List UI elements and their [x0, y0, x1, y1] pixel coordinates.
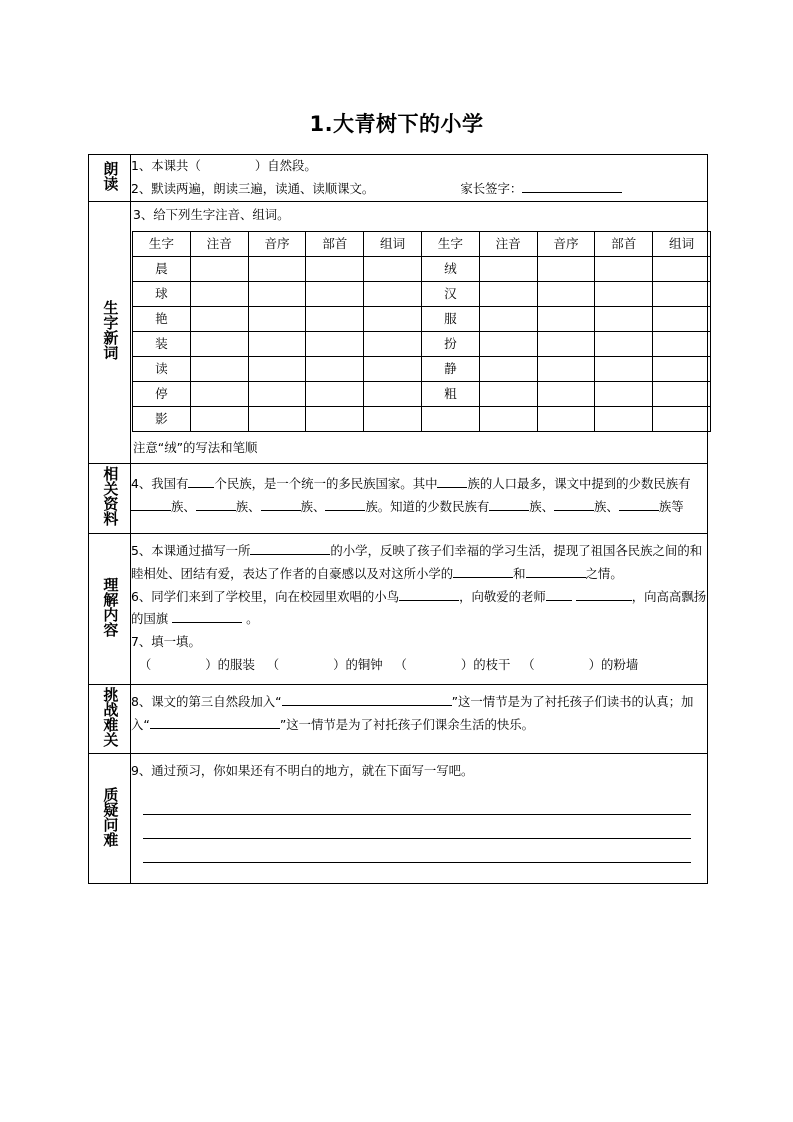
pinyin-cell[interactable] [479, 406, 537, 431]
alpha-order-cell[interactable] [537, 356, 595, 381]
character-cell: 汉 [421, 281, 479, 306]
section-body-reading [131, 155, 708, 202]
character-cell: 装 [133, 331, 191, 356]
col-header-radical-2: 部首 [595, 231, 653, 256]
question-5 [131, 540, 707, 586]
alpha-order-cell[interactable] [248, 381, 306, 406]
question-8-part-1: 课文的第三自然段加入“ [151, 694, 282, 710]
open-paren: （ [138, 657, 152, 673]
section-body-new-characters [131, 201, 708, 463]
character-cell: 停 [133, 381, 191, 406]
question-6-part-3: ，向高高飘扬的国旗 [131, 588, 707, 627]
word-cell[interactable] [364, 356, 422, 381]
table-row-related-material [89, 463, 708, 533]
col-header-pinyin-1: 注音 [190, 231, 248, 256]
worksheet-table-wrap [88, 154, 708, 884]
section-label-new-characters [89, 201, 131, 463]
table-row-new-characters [89, 201, 708, 463]
radical-cell[interactable] [595, 381, 653, 406]
question-9-number: 9、 [131, 763, 152, 779]
col-header-word-2: 组词 [653, 231, 711, 256]
word-cell[interactable] [364, 256, 422, 281]
question-5-part-3: 和 [513, 565, 526, 581]
question-7-label-3: ）的枝干 [460, 657, 511, 673]
radical-cell[interactable] [306, 381, 364, 406]
character-note: 注意“绒”的写法和笔顺 [133, 439, 258, 455]
pinyin-cell[interactable] [190, 381, 248, 406]
question-4-blank-7[interactable] [489, 498, 529, 511]
question-6-blank-2b[interactable] [576, 587, 632, 600]
table-row-challenge [89, 685, 708, 754]
question-7-label-1: ）的服装 [205, 657, 255, 673]
pinyin-cell[interactable] [479, 356, 537, 381]
radical-cell[interactable] [306, 406, 364, 431]
question-5-part-2: 的小学，反映了孩子们幸福的学习生活，提现了祖国各民族之间的和睦相处、团结有爱，表达了作者的自豪感以及对这所小学的 [131, 542, 703, 581]
question-6-blank-1[interactable] [399, 587, 459, 600]
alpha-order-cell[interactable] [248, 356, 306, 381]
radical-cell[interactable] [595, 331, 653, 356]
question-8-blank-2[interactable] [150, 716, 280, 729]
col-header-character-2: 生字 [421, 231, 479, 256]
radical-cell[interactable] [306, 256, 364, 281]
question-7-item-1 [131, 654, 255, 677]
question-8-part-3: ”这一情节是为了衬托孩子们课余生活的快乐。 [279, 717, 535, 733]
pinyin-cell[interactable] [479, 381, 537, 406]
radical-cell[interactable] [306, 306, 364, 331]
parent-signature-group [460, 178, 622, 201]
question-4 [131, 473, 707, 519]
question-6-number: 6、 [131, 588, 152, 604]
pinyin-cell[interactable] [190, 306, 248, 331]
character-cell [421, 406, 479, 431]
question-4-part-6: 族、 [300, 498, 326, 514]
word-cell[interactable] [653, 356, 711, 381]
word-cell[interactable] [653, 306, 711, 331]
table-row-questions [89, 754, 708, 884]
question-7-label-2: ）的铜钟 [333, 657, 383, 673]
character-cell: 艳 [133, 306, 191, 331]
radical-cell[interactable] [595, 306, 653, 331]
answer-line-2[interactable] [143, 815, 691, 839]
section-label-text: 挑战难关 [101, 687, 120, 748]
radical-cell[interactable] [595, 256, 653, 281]
character-practice-table [132, 231, 711, 432]
question-4-number: 4、 [131, 475, 152, 491]
question-6-part-4: 。 [246, 611, 259, 627]
radical-cell[interactable] [306, 331, 364, 356]
word-cell[interactable] [364, 306, 422, 331]
pinyin-cell[interactable] [479, 256, 537, 281]
pinyin-cell[interactable] [190, 256, 248, 281]
radical-cell[interactable] [306, 356, 364, 381]
col-header-pinyin-2: 注音 [479, 231, 537, 256]
character-cell: 绒 [421, 256, 479, 281]
table-row-comprehension [89, 533, 708, 685]
section-label-challenge [89, 685, 131, 754]
open-paren: （ [394, 657, 407, 673]
character-table-header-row [133, 231, 711, 256]
question-4-part-7: 族。知道的少数民族有 [365, 498, 490, 514]
question-6-part-1: 同学们来到了学校里，向在校园里欢唱的小鸟 [151, 588, 400, 604]
character-cell: 读 [133, 356, 191, 381]
answer-line-3[interactable] [143, 839, 691, 863]
word-cell[interactable] [364, 381, 422, 406]
question-6-part-2: ，向敬爱的老师 [459, 588, 546, 604]
word-cell[interactable] [364, 281, 422, 306]
question-4-blank-8[interactable] [554, 498, 594, 511]
question-6 [131, 586, 707, 632]
section-label-related-material [89, 463, 131, 533]
question-7-number: 7、 [131, 634, 152, 650]
character-cell: 晨 [133, 256, 191, 281]
page-title: 1.大青树下的小学 [309, 112, 484, 136]
character-cell: 扮 [421, 331, 479, 356]
character-cell: 服 [421, 306, 479, 331]
question-2-number: 2、 [131, 180, 152, 196]
question-1-number: 1、 [131, 158, 152, 173]
table-row-reading [89, 155, 708, 202]
question-7-item-3 [387, 654, 511, 677]
question-4-part-10: 族等 [658, 498, 684, 514]
question-5-blank-2[interactable] [453, 565, 513, 578]
worksheet-table [88, 154, 708, 884]
alpha-order-cell[interactable] [248, 406, 306, 431]
question-7-text: 填一填。 [151, 634, 201, 650]
question-1 [131, 155, 707, 178]
question-8 [131, 691, 707, 737]
section-label-text: 相关资料 [101, 466, 120, 527]
alpha-order-cell[interactable] [248, 331, 306, 356]
col-header-radical-1: 部首 [306, 231, 364, 256]
question-4-part-4: 族、 [171, 498, 196, 514]
question-4-blank-4[interactable] [196, 498, 236, 511]
question-9 [131, 760, 707, 783]
question-4-part-1: 我国有 [151, 475, 189, 491]
radical-cell[interactable] [306, 281, 364, 306]
parent-signature-label: 家长签字： [460, 180, 523, 196]
question-7-label-4: ）的粉墙 [588, 657, 639, 673]
parent-signature-blank[interactable] [522, 180, 622, 193]
question-4-part-8: 族、 [529, 498, 555, 514]
alpha-order-cell[interactable] [248, 306, 306, 331]
section-label-text: 理解内容 [101, 576, 120, 637]
radical-cell[interactable] [595, 281, 653, 306]
section-label-comprehension [89, 533, 131, 685]
question-3-intro: 3、给下列生字注音、组词。 [133, 206, 290, 222]
col-header-character-1: 生字 [133, 231, 191, 256]
table-row [133, 381, 711, 406]
question-2-text: 默读两遍，朗读三遍，读通、读顺课文。 [151, 180, 375, 196]
table-row [133, 356, 711, 381]
question-7-item-4 [514, 654, 638, 677]
alpha-order-cell[interactable] [537, 381, 595, 406]
section-body-related-material [131, 463, 708, 533]
question-4-blank-5[interactable] [261, 498, 301, 511]
section-body-questions [131, 754, 708, 884]
pinyin-cell[interactable] [190, 356, 248, 381]
table-row [133, 306, 711, 331]
word-cell[interactable] [653, 331, 711, 356]
section-label-reading [89, 155, 131, 202]
section-label-text: 生字新词 [101, 300, 120, 361]
question-8-number: 8、 [131, 694, 152, 710]
word-cell[interactable] [653, 256, 711, 281]
question-4-part-3: 族的人口最多，课文中提到的少数民族有 [467, 475, 691, 491]
col-header-alpha-order-1: 音序 [248, 231, 306, 256]
word-cell[interactable] [364, 406, 422, 431]
question-4-blank-6[interactable] [325, 498, 365, 511]
question-7-item-2 [259, 654, 383, 677]
pinyin-cell[interactable] [190, 331, 248, 356]
question-4-blank-2[interactable] [437, 475, 467, 488]
pinyin-cell[interactable] [190, 406, 248, 431]
question-5-number: 5、 [131, 542, 152, 558]
table-row [133, 406, 711, 431]
alpha-order-cell[interactable] [537, 281, 595, 306]
question-8-blank-1[interactable] [282, 693, 452, 706]
question-4-part-9: 族、 [594, 498, 619, 514]
radical-cell[interactable] [595, 356, 653, 381]
question-1-text-before: 本课共（ [151, 158, 201, 173]
question-5-part-4: 之情。 [585, 565, 623, 581]
pinyin-cell[interactable] [479, 331, 537, 356]
section-label-text: 质疑问难 [101, 786, 120, 847]
alpha-order-cell[interactable] [537, 306, 595, 331]
radical-cell[interactable] [595, 406, 653, 431]
question-9-text: 通过预习，你如果还有不明白的地方，就在下面写一写吧。 [151, 763, 474, 779]
alpha-order-cell[interactable] [537, 256, 595, 281]
pinyin-cell[interactable] [479, 281, 537, 306]
question-2 [131, 178, 707, 201]
pinyin-cell[interactable] [479, 306, 537, 331]
question-1-text-after: ）自然段。 [254, 158, 317, 173]
section-body-challenge [131, 685, 708, 754]
alpha-order-cell[interactable] [248, 256, 306, 281]
question-5-blank-3[interactable] [526, 565, 586, 578]
table-row [133, 281, 711, 306]
open-paren: （ [522, 657, 535, 673]
question-8-part-2: ”这一情节是为了衬托孩子们读书的认真；加入“ [131, 694, 694, 733]
question-6-blank-3[interactable] [172, 610, 242, 623]
question-4-blank-1[interactable] [188, 475, 214, 488]
alpha-order-cell[interactable] [537, 406, 595, 431]
open-paren: （ [266, 657, 280, 673]
question-4-blank-3[interactable] [131, 498, 171, 511]
question-7-blank-row [131, 654, 707, 677]
word-cell[interactable] [653, 281, 711, 306]
pinyin-cell[interactable] [190, 281, 248, 306]
alpha-order-cell[interactable] [248, 281, 306, 306]
section-label-text: 朗读 [101, 160, 120, 191]
word-cell[interactable] [364, 331, 422, 356]
question-4-part-2: 个民族，是一个统一的多民族国家。其中 [214, 475, 438, 491]
answer-line-1[interactable] [143, 791, 691, 815]
word-cell[interactable] [653, 381, 711, 406]
character-cell: 影 [133, 406, 191, 431]
question-6-blank-2a[interactable] [546, 587, 572, 600]
question-4-part-5: 族、 [235, 498, 261, 514]
character-cell: 静 [421, 356, 479, 381]
alpha-order-cell[interactable] [537, 331, 595, 356]
question-5-blank-1[interactable] [250, 542, 330, 555]
character-cell: 球 [133, 281, 191, 306]
section-label-questions [89, 754, 131, 884]
table-row [133, 331, 711, 356]
question-7 [131, 631, 707, 654]
section-body-comprehension [131, 533, 708, 685]
col-header-word-1: 组词 [364, 231, 422, 256]
question-5-part-1: 本课通过描写一所 [151, 542, 251, 558]
question-4-blank-9[interactable] [619, 498, 659, 511]
character-cell: 粗 [421, 381, 479, 406]
table-row [133, 256, 711, 281]
col-header-alpha-order-2: 音序 [537, 231, 595, 256]
word-cell[interactable] [653, 406, 711, 431]
